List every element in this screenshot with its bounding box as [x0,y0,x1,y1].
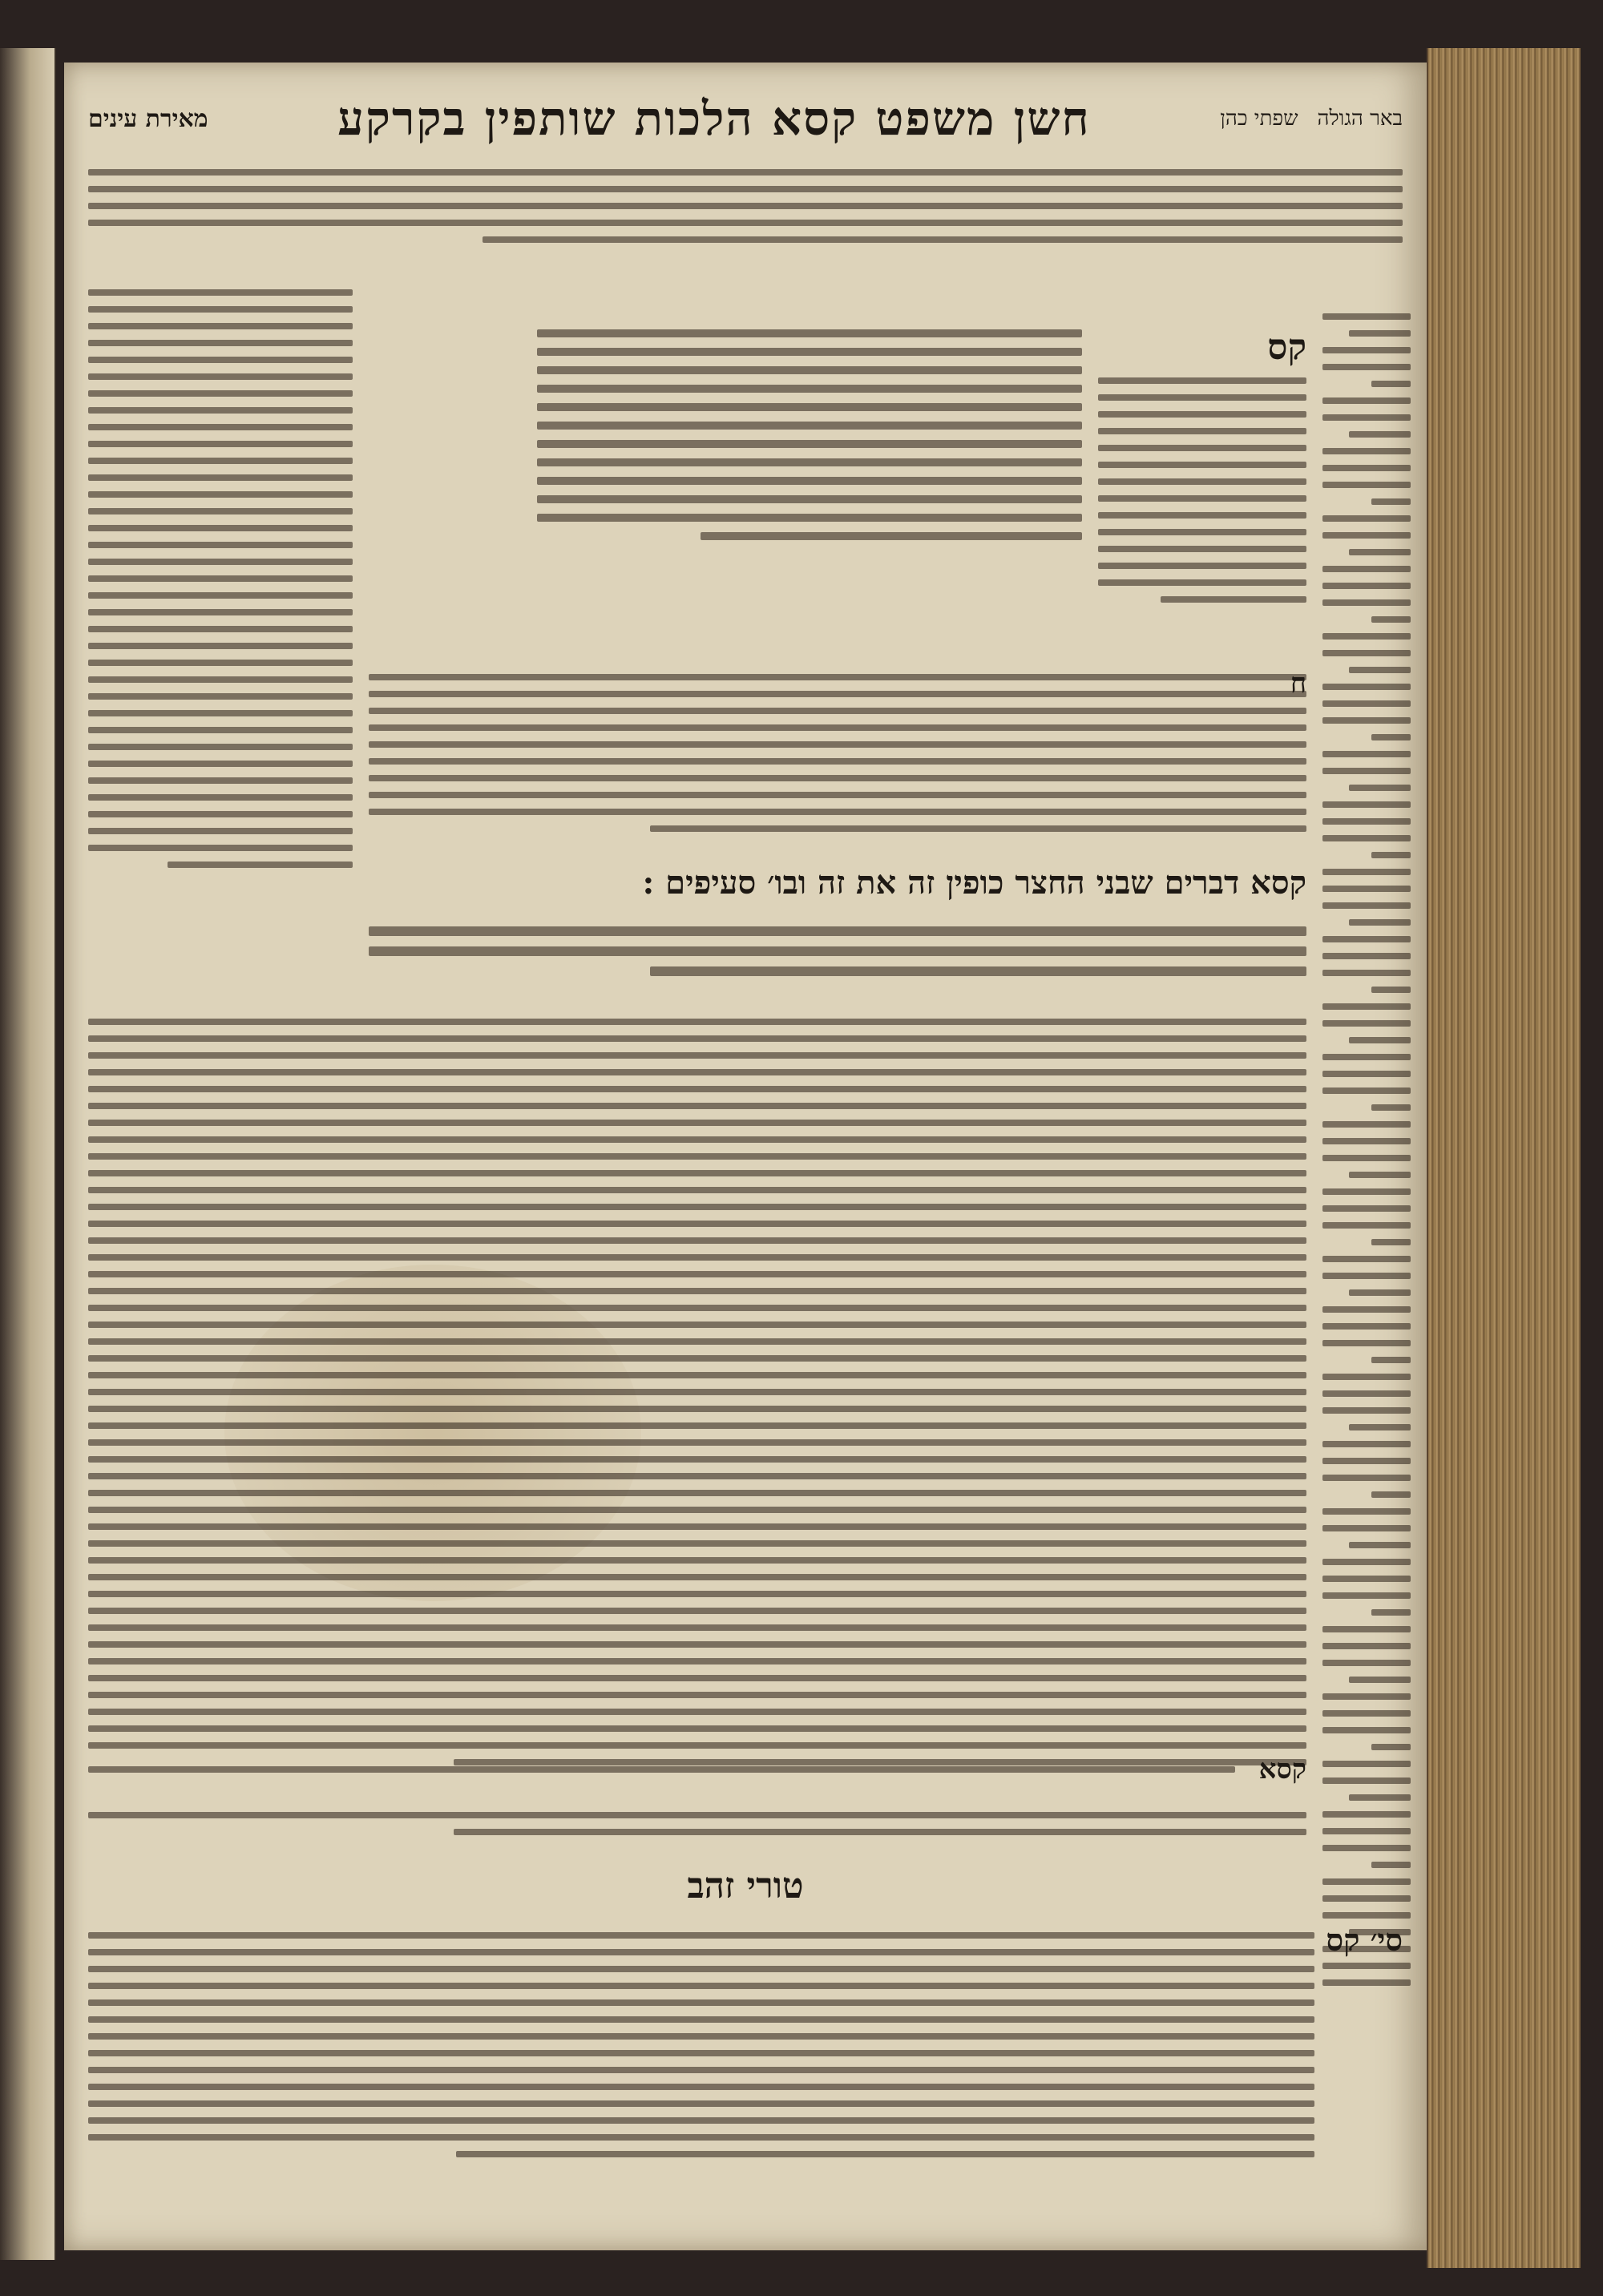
page-title: חשן משפט קסא הלכות שותפין בקרקע [337,91,1091,146]
left-commentary-column [88,279,353,878]
right-margin-column [1322,303,1411,1996]
book-fore-edge [1427,48,1581,2268]
running-head-right-label: באר הגולה [1317,107,1403,131]
section-marker-het: ח [1290,668,1306,700]
lower-section-marker: קסא [1258,1753,1306,1786]
section-heading: קסא דברים שבני החצר כופין זה את זה ובו׳ סעיפים : [642,864,1306,902]
turei-zahav-heading: טורי זהב [687,1866,804,1907]
section-marker-kas: קס [1267,327,1306,368]
book-page [64,63,1427,2250]
main-continuation [369,664,1306,842]
running-head-right-label-2: שפתי כהן [1220,107,1298,131]
lower-section-line [88,1753,1306,1786]
adjacent-page-edge [0,48,56,2260]
turei-zahav-text [88,1922,1314,2168]
right-commentary-column [1098,367,1306,613]
main-commentary-block [88,1008,1306,1776]
top-commentary [88,159,1403,253]
section-opening-text [369,916,1306,987]
lower-notes [88,1802,1306,1846]
running-head-left-label: מאירת עינים [88,104,208,133]
turei-zahav-marker: סי׳ קס [1326,1922,1403,1958]
main-text-column [537,319,1082,551]
running-head [88,87,1403,151]
